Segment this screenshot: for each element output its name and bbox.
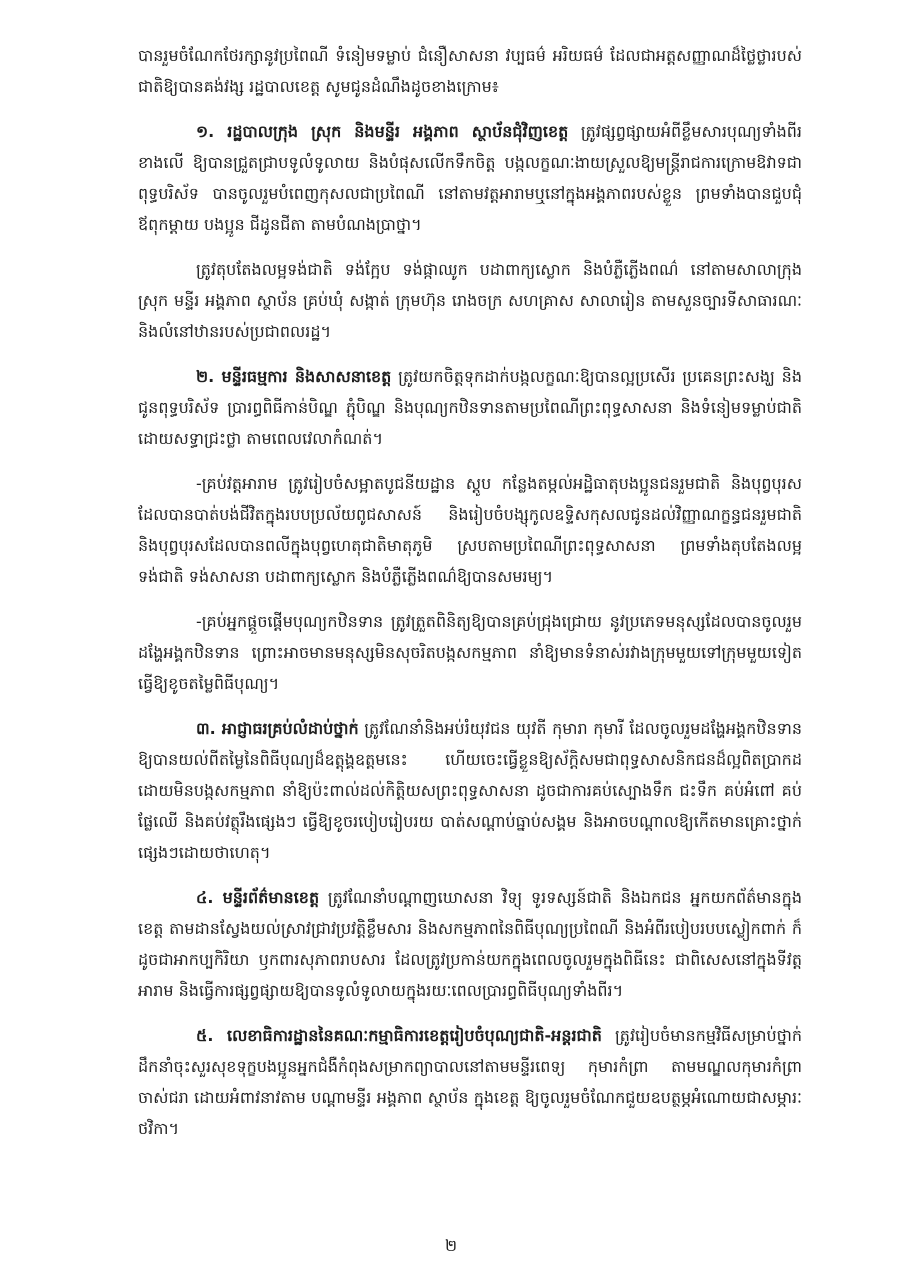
section-heading: អាជ្ញាធរគ្រប់លំដាប់ថ្នាក់ <box>221 719 359 738</box>
document-page <box>138 40 802 1200</box>
pagoda-paragraph <box>138 468 802 592</box>
section-4-paragraph <box>138 882 802 1006</box>
paragraph-text: ត្រូវណែនាំនិងអប់រំយុវជន យុវតី កុមារា កុមារី ដែលចូលរួមដង្ហែអង្គកឋិនទាន ឱ្យបានយល់ពីតម្លៃនៃពិធីបុណ្យដ៏ឧត្តុង្គឧត្តមនេះ ហើយចេះធ្វើខ្លួនឱ្យស័ក្ដិសមជាពុទ្ធសាសនិកជនដ៏ល្អពិតប្រាកដ ដោយមិនបង្កសកម្មភាព នាំឱ្យប៉ះពាល់ដល់កិត្តិយសព្រះពុទ្ធសាសនា ដូចជាការគប់ស្បោងទឹក ជះទឹក គប់អំពៅ គប់ផ្លែឈើ និងគប់វត្ថុរឹងផ្សេងៗ ធ្វើឱ្យខូចរបៀបរៀបរយ បាត់សណ្ដាប់ធ្នាប់សង្គម និងអាចបណ្ដាលឱ្យកើតមានគ្រោះថ្នាក់ផ្សេងៗដោយថាហេតុ។ <box>138 719 802 862</box>
section-heading: លេខាធិការដ្ឋាននៃគណៈកម្មាធិការខេត្តរៀបចំបុណ្យជាតិ-អន្តរជាតិ <box>226 1026 602 1045</box>
section-1-paragraph <box>138 116 802 240</box>
paragraph-text: ត្រូវផ្សព្វផ្សាយអំពីខ្លឹមសារបុណ្យទាំងពីរខាងលើ ឱ្យបានជ្រួតជ្រាបទូលំទូលាយ និងបំផុសលើកទឹកចិត្ត បង្កលក្ខណៈងាយស្រួលឱ្យមន្ត្រីរាជការក្រោមឱវាទជាពុទ្ធបរិស័ទ បានចូលរួមបំពេញកុសលជាប្រពៃណី នៅតាមវត្តអារាមឬនៅក្នុងអង្គភាពរបស់ខ្លួន ព្រមទាំងបានជួបជុំឪពុកម្ដាយ បងប្អូន ជីដូនជីតា តាមបំណងប្រាថ្នា។ <box>138 122 802 234</box>
decoration-paragraph <box>138 254 802 347</box>
section-number: ២. <box>196 367 222 386</box>
section-number: ៣. <box>196 719 222 738</box>
section-heading: រដ្ឋបាលក្រុង ស្រុក និងមន្ទីរ អង្គភាព ស្ថាប័នជុំវិញខេត្ត <box>227 122 569 141</box>
paragraph-text: ត្រូវណែនាំបណ្ដាញឃោសនា វិទ្យុ ទូរទស្សន៍ជាតិ និងឯកជន អ្នកយកព័ត៌មានក្នុងខេត្ត តាមដានស្វែងយល់ស្រាវជ្រាវប្រវត្តិខ្លឹមសារ និងសកម្មភាពនៃពិធីបុណ្យប្រពៃណី និងអំពីរបៀបរបបស្លៀកពាក់ ក៏ដូចជាអាកប្បកិរិយា ឫកពារសុភាពរាបសារ ដែលត្រូវប្រកាន់យកក្នុងពេលចូលរួមក្នុងពិធីនេះ ជាពិសេសនៅក្នុងទីវត្តអារាម និងធ្វើការផ្សព្វផ្សាយឱ្យបានទូលំទូលាយក្នុងរយៈពេលប្រារព្ធពិធីបុណ្យទាំងពីរ។ <box>138 888 802 1000</box>
section-5-paragraph <box>138 1020 802 1144</box>
section-3-paragraph <box>138 713 802 868</box>
paragraph-text: ត្រូវយកចិត្តទុកដាក់បង្កលក្ខណៈឱ្យបានល្អប្រសើរ ប្រគេនព្រះសង្ឃ និងជូនពុទ្ធបរិស័ទ ប្រារព្ធពិធីកាន់បិណ្ឌ ភ្ជុំបិណ្ឌ និងបុណ្យកឋិនទានតាមប្រពៃណីព្រះពុទ្ធសាសនា និងទំនៀមទម្លាប់ជាតិ ដោយសទ្ធាជ្រះថ្លា តាមពេលវេលាកំណត់។ <box>138 367 802 448</box>
page-number: ២ <box>444 1236 458 1255</box>
section-heading: មន្ទីរធម្មការ និងសាសនាខេត្ត <box>221 367 392 386</box>
paragraph-text: ត្រូវតុបតែងលម្អទង់ជាតិ ទង់ក្អែប ទង់ផ្កាឈូក បដាពាក្យស្លោក និងបំភ្លឺភ្លើងពណ៌ នៅតាមសាលាក្រុង ស្រុក មន្ទីរ អង្គភាព ស្ថាប័ន គ្រប់ឃុំ សង្កាត់ ក្រុមហ៊ុន រោងចក្រ សហគ្រាស សាលារៀន តាមសួនច្បារទីសាធារណៈ និងលំនៅឋានរបស់ប្រជាពលរដ្ឋ។ <box>138 260 802 341</box>
organizer-paragraph <box>138 606 802 699</box>
paragraph-text: -គ្រប់វត្តអារាម ត្រូវរៀបចំសម្អាតបូជនីយដ្ឋាន ស្តូប កន្លែងតម្កល់អដ្ឋិធាតុបងប្អូនជនរួមជាតិ និងបុព្វបុរសដែលបានបាត់បង់ជីវិតក្នុងរបបប្រល័យពូជសាសន៍ និងរៀបចំបង្សុកូលឧទ្ទិសកុសលជូនដល់វិញ្ញាណក្ខន្ធជនរួមជាតិ និងបុព្វបុរសដែលបានពលីក្នុងបុព្វហេតុជាតិមាតុភូមិ ស្របតាមប្រពៃណីព្រះពុទ្ធសាសនា ព្រមទាំងតុបតែងលម្អទង់ជាតិ ទង់សាសនា បដាពាក្យស្លោក និងបំភ្លឺភ្លើងពណ៌ឱ្យបានសមរម្យ។ <box>138 474 802 586</box>
paragraph-text: -គ្រប់អ្នកផ្ដួចផ្ដើមបុណ្យកឋិនទាន ត្រូវត្រួតពិនិត្យឱ្យបានគ្រប់ជ្រុងជ្រោយ នូវប្រភេទមនុស្សដែលបានចូលរួមដង្ហែអង្គកឋិនទាន ព្រោះអាចមានមនុស្សមិនសុចរិតបង្កសកម្មភាព នាំឱ្យមានទំនាស់រវាងក្រុមមួយទៅក្រុមមួយទៀត ធ្វើឱ្យខូចតម្លៃពិធីបុណ្យ។ <box>138 612 802 693</box>
section-heading: មន្ទីរព័ត៌មានខេត្ត <box>222 888 320 907</box>
intro-paragraph <box>138 40 802 102</box>
section-number: ៤. <box>196 888 223 907</box>
paragraph-text: បានរួមចំណែកថែរក្សានូវប្រពៃណី ទំនៀមទម្លាប់ ជំនឿសាសនា វប្បធម៌ អរិយធម៌ ដែលជាអត្តសញ្ញាណដ៏ថ្លៃថ្លារបស់ជាតិឱ្យបានគង់វង្ស រដ្ឋបាលខេត្ត សូមជូនដំណឹងដូចខាងក្រោម៖ <box>138 46 802 96</box>
section-number: ៥. <box>196 1026 227 1045</box>
section-number: ១. <box>196 122 228 141</box>
paragraph-text: ត្រូវរៀបចំមានកម្មវិធីសម្រាប់ថ្នាក់ដឹកនាំចុះសួរសុខទុក្ខបងប្អូនអ្នកជំងឺកំពុងសម្រាកព្យាបាលនៅតាមមន្ទីរពេទ្យ កុមារកំព្រា តាមមណ្ឌលកុមារកំព្រា ចាស់ជរា ដោយអំពាវនាវតាម បណ្ដាមន្ទីរ អង្គភាព ស្ថាប័ន ក្នុងខេត្ត ឱ្យចូលរួមចំណែកជួយឧបត្ថម្ភអំណោយជាសម្ភារៈ ថវិកា។ <box>138 1026 802 1138</box>
section-2-paragraph <box>138 361 802 454</box>
